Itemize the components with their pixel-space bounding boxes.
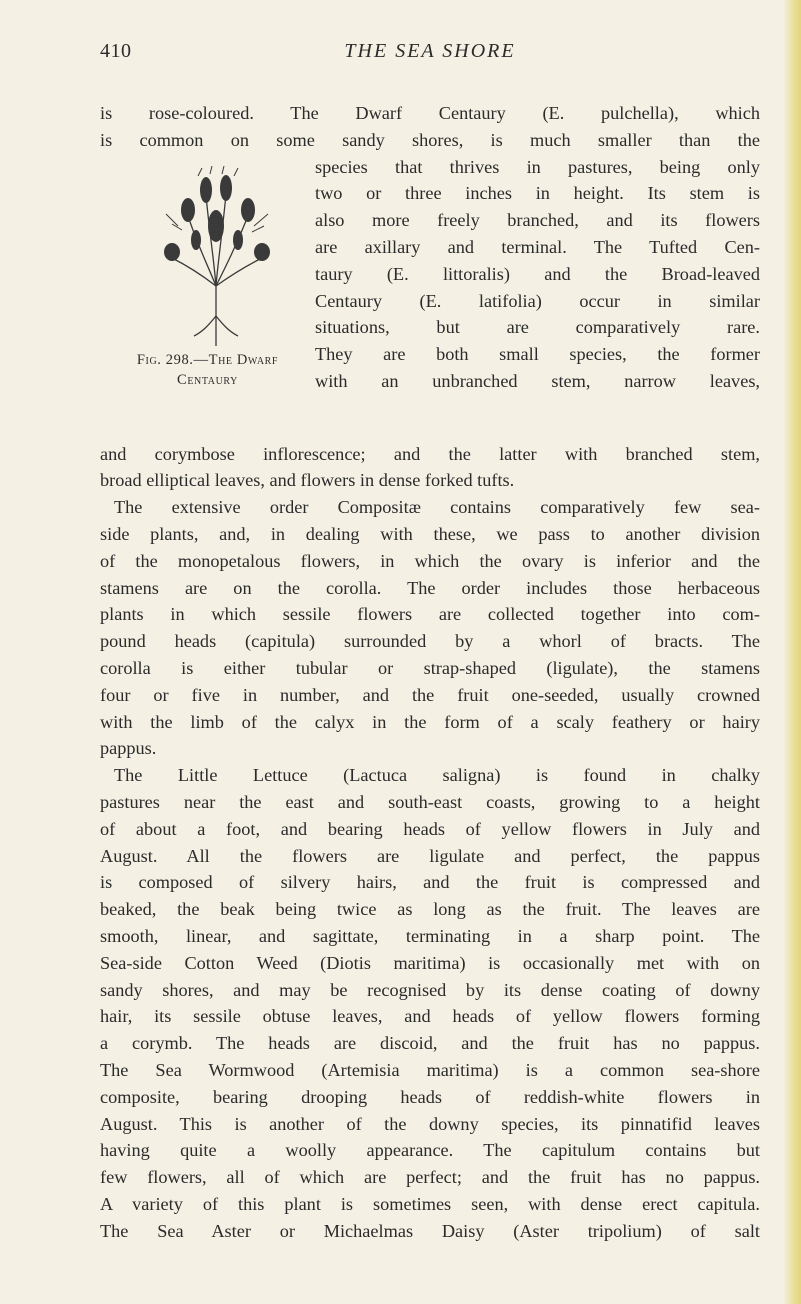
body-text (100, 100, 760, 1245)
text-line: with an unbranched stem, narrow leaves, (315, 370, 760, 391)
text-line: and corymbose inflorescence; and the latter with branched stem, (100, 443, 760, 464)
text-line: The Sea Wormwood (Artemisia maritima) is a common sea-shore (100, 1059, 760, 1080)
text-line: smooth, linear, and sagittate, terminating in a sharp point. The (100, 925, 760, 946)
text-line: Sea-side Cotton Weed (Diotis maritima) is occasionally met with on (100, 952, 760, 973)
text-line: stamens are on the corolla. The order includes those herbaceous (100, 577, 760, 598)
text-line: beaked, the beak being twice as long as the fruit. The leaves are (100, 899, 760, 920)
text-line: hair, its sessile obtuse leaves, and heads of yellow flowers forming (100, 1006, 760, 1027)
text-line: They are both small species, the former (315, 344, 760, 365)
text-line: species that thrives in pastures, being only (315, 156, 760, 177)
text-line: of about a foot, and bearing heads of yellow flowers in July and (100, 818, 760, 839)
text-line: August. All the flowers are ligulate and perfect, the pappus (100, 845, 760, 866)
text-line: of the monopetalous flowers, in which the ovary is inferior and the (100, 550, 760, 571)
text-line: August. This is another of the downy species, its pinnatifid leaves (100, 1113, 760, 1134)
text-line: plants in which sessile flowers are collected together into com- (100, 604, 760, 625)
main-text (100, 441, 760, 1245)
text-line: two or three inches in height. Its stem is (315, 183, 760, 204)
page-edge-shadow (783, 0, 801, 1304)
text-line: also more freely branched, and its flowers (315, 210, 760, 231)
page-number: 410 (100, 40, 132, 62)
text-line: is composed of silvery hairs, and the fruit is compressed and (100, 872, 760, 893)
text-line: pappus. (100, 738, 157, 759)
caption-line: Fig. 298.—The Dwarf (136, 351, 279, 368)
figure-caption (100, 350, 315, 390)
text-line: four or five in number, and the fruit one-seeded, usually crowned (100, 684, 760, 705)
text-line: is common on some sandy shores, is much smaller than the (100, 129, 760, 150)
text-line: situations, but are comparatively rare. (315, 317, 760, 338)
wrapped-text (315, 154, 760, 395)
text-line: few flowers, all of which are perfect; and the fruit has no pappus. (100, 1167, 760, 1188)
text-line: Centaury (E. latifolia) occur in similar (315, 290, 760, 311)
figure-298 (100, 154, 315, 441)
text-line: The extensive order Compositæ contains comparatively few sea- (114, 497, 760, 518)
text-line: corolla is either tubular or strap-shaped (ligulate), the stamens (100, 657, 760, 678)
text-line: with the limb of the calyx in the form of a scaly feathery or hairy (100, 711, 760, 732)
text-line: taury (E. littoralis) and the Broad-leaved (315, 263, 760, 284)
text-line: sandy shores, and may be recognised by its dense coating of downy (100, 979, 760, 1000)
text-line: A variety of this plant is sometimes seen, with dense erect capitula. (100, 1193, 760, 1214)
text-line: are axillary and terminal. The Tufted Cen- (315, 236, 760, 257)
text-line: pound heads (capitula) surrounded by a whorl of bracts. The (100, 631, 760, 652)
text-line: pastures near the east and south-east coasts, growing to a height (100, 791, 760, 812)
text-line: The Sea Aster or Michaelmas Daisy (Aster tripolium) of salt (100, 1220, 760, 1241)
text-line: a corymb. The heads are discoid, and the fruit has no pappus. (100, 1033, 760, 1054)
text-line: broad elliptical leaves, and flowers in dense forked tufts. (100, 470, 515, 491)
text-line: side plants, and, in dealing with these, we pass to another division (100, 523, 760, 544)
text-line: is rose-coloured. The Dwarf Centaury (E. pulchella), which (100, 103, 760, 123)
running-head: THE SEA SHORE (344, 40, 516, 62)
caption-line: Centaury (177, 371, 238, 388)
text-line: having quite a woolly appearance. The capitulum contains but (100, 1140, 760, 1161)
page-header (100, 40, 760, 70)
text-line: composite, bearing drooping heads of reddish-white flowers in (100, 1086, 760, 1107)
text-line: The Little Lettuce (Lactuca saligna) is found in chalky (114, 765, 760, 786)
dwarf-centaury-plant-illustration (158, 166, 276, 348)
